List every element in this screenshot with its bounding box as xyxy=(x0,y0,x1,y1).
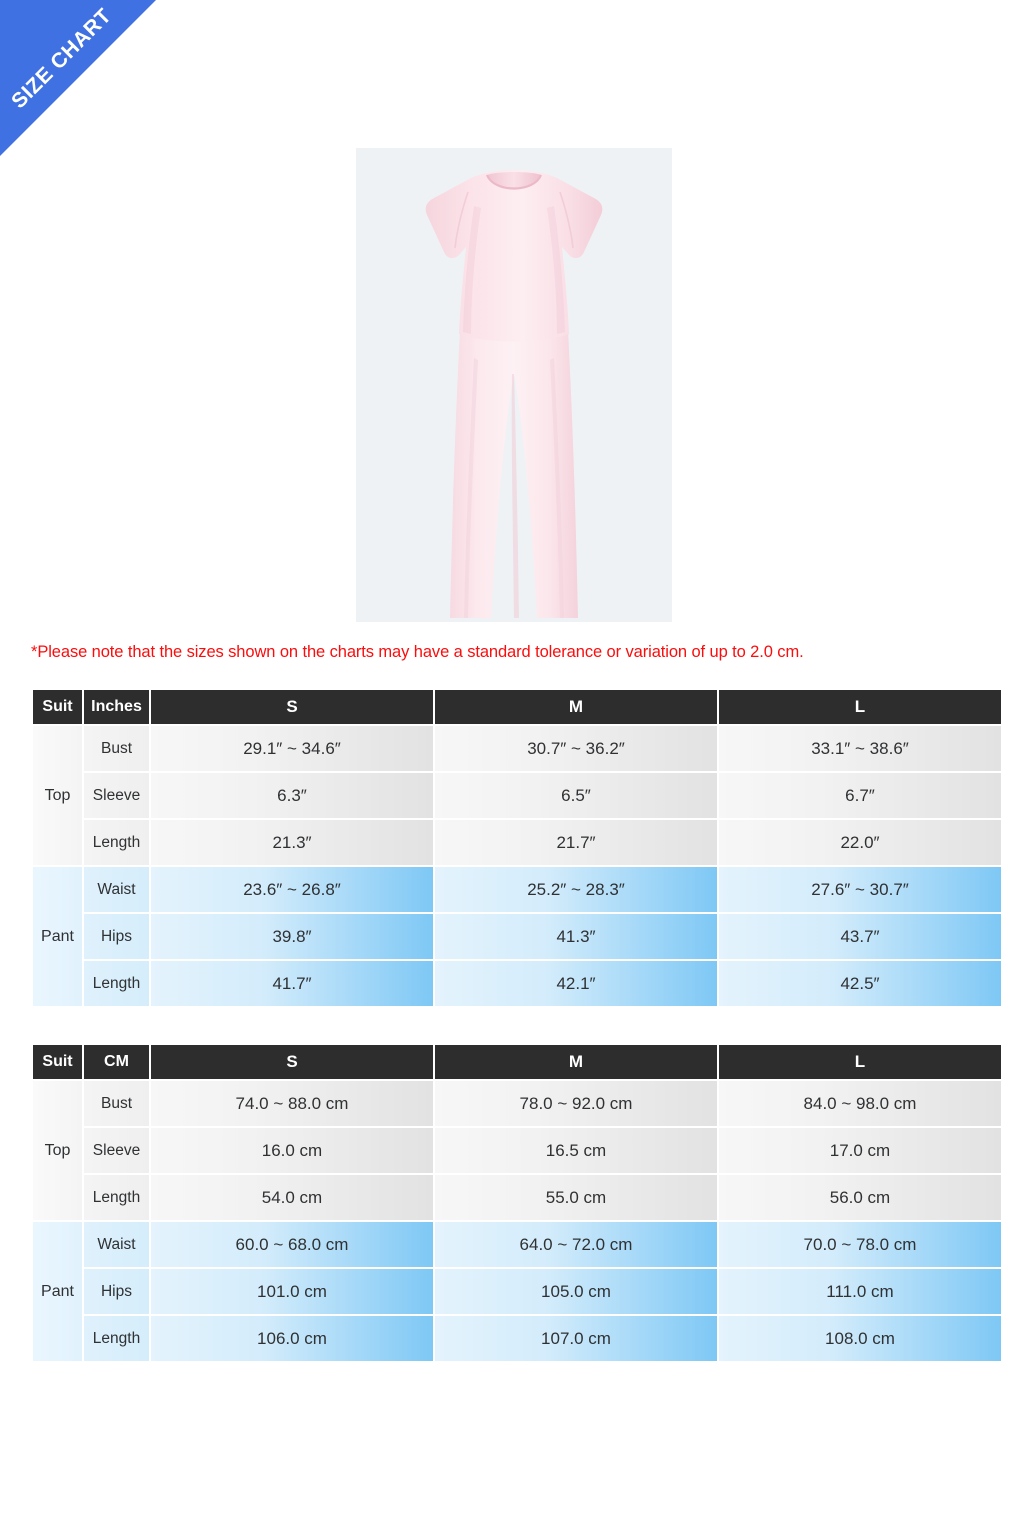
size-chart-ribbon xyxy=(0,0,160,160)
value-s: 74.0 ~ 88.0 cm xyxy=(151,1081,433,1126)
value-l: 56.0 cm xyxy=(719,1175,1001,1220)
value-s: 54.0 cm xyxy=(151,1175,433,1220)
table-row xyxy=(33,1316,1001,1361)
value-s: 23.6″ ~ 26.8″ xyxy=(151,867,433,912)
measure-label: Length xyxy=(84,1175,149,1220)
value-s: 6.3″ xyxy=(151,773,433,818)
value-l: 27.6″ ~ 30.7″ xyxy=(719,867,1001,912)
measure-label: Bust xyxy=(84,1081,149,1126)
table-row xyxy=(33,961,1001,1006)
value-s: 60.0 ~ 68.0 cm xyxy=(151,1222,433,1267)
measure-label: Sleeve xyxy=(84,773,149,818)
value-m: 6.5″ xyxy=(435,773,717,818)
value-l: 70.0 ~ 78.0 cm xyxy=(719,1222,1001,1267)
value-m: 42.1″ xyxy=(435,961,717,1006)
value-s: 101.0 cm xyxy=(151,1269,433,1314)
group-label-pant: Pant xyxy=(33,1222,82,1361)
measure-label: Length xyxy=(84,961,149,1006)
value-m: 41.3″ xyxy=(435,914,717,959)
table-row xyxy=(33,1175,1001,1220)
header-size-m: M xyxy=(435,1045,717,1079)
value-l: 43.7″ xyxy=(719,914,1001,959)
value-m: 55.0 cm xyxy=(435,1175,717,1220)
value-l: 22.0″ xyxy=(719,820,1001,865)
value-m: 78.0 ~ 92.0 cm xyxy=(435,1081,717,1126)
ribbon-label: SIZE CHART xyxy=(7,4,117,114)
group-label-top: Top xyxy=(33,1081,82,1220)
header-unit: Inches xyxy=(84,690,149,724)
table-row xyxy=(33,867,1001,912)
header-unit: CM xyxy=(84,1045,149,1079)
group-label-pant: Pant xyxy=(33,867,82,1006)
header-size-m: M xyxy=(435,690,717,724)
value-l: 111.0 cm xyxy=(719,1269,1001,1314)
measure-label: Length xyxy=(84,1316,149,1361)
table-row xyxy=(33,1081,1001,1126)
size-table-inches xyxy=(31,688,1003,1008)
measure-label: Length xyxy=(84,820,149,865)
value-l: 42.5″ xyxy=(719,961,1001,1006)
table-row xyxy=(33,1128,1001,1173)
value-l: 33.1″ ~ 38.6″ xyxy=(719,726,1001,771)
measure-label: Waist xyxy=(84,867,149,912)
header-suit: Suit xyxy=(33,690,82,724)
value-s: 106.0 cm xyxy=(151,1316,433,1361)
value-s: 16.0 cm xyxy=(151,1128,433,1173)
value-s: 39.8″ xyxy=(151,914,433,959)
value-s: 41.7″ xyxy=(151,961,433,1006)
table-row xyxy=(33,820,1001,865)
measure-label: Bust xyxy=(84,726,149,771)
pajama-set-illustration xyxy=(356,148,672,622)
measure-label: Sleeve xyxy=(84,1128,149,1173)
table-row xyxy=(33,1222,1001,1267)
table-header-row xyxy=(33,690,1001,724)
group-label-top: Top xyxy=(33,726,82,865)
table-row xyxy=(33,726,1001,771)
header-suit: Suit xyxy=(33,1045,82,1079)
value-l: 84.0 ~ 98.0 cm xyxy=(719,1081,1001,1126)
value-l: 17.0 cm xyxy=(719,1128,1001,1173)
value-s: 21.3″ xyxy=(151,820,433,865)
value-m: 105.0 cm xyxy=(435,1269,717,1314)
table-row xyxy=(33,1269,1001,1314)
size-table-cm xyxy=(31,1043,1003,1363)
value-m: 107.0 cm xyxy=(435,1316,717,1361)
table-row xyxy=(33,914,1001,959)
ribbon-triangle xyxy=(0,0,156,156)
product-image xyxy=(356,148,672,622)
measure-label: Hips xyxy=(84,1269,149,1314)
value-s: 29.1″ ~ 34.6″ xyxy=(151,726,433,771)
measure-label: Hips xyxy=(84,914,149,959)
table-header-row xyxy=(33,1045,1001,1079)
header-size-l: L xyxy=(719,1045,1001,1079)
header-size-s: S xyxy=(151,690,433,724)
value-m: 30.7″ ~ 36.2″ xyxy=(435,726,717,771)
value-m: 25.2″ ~ 28.3″ xyxy=(435,867,717,912)
value-m: 21.7″ xyxy=(435,820,717,865)
value-m: 64.0 ~ 72.0 cm xyxy=(435,1222,717,1267)
table-row xyxy=(33,773,1001,818)
header-size-s: S xyxy=(151,1045,433,1079)
tolerance-note: *Please note that the sizes shown on the charts may have a standard tolerance or variation of up to 2.0 cm. xyxy=(31,643,804,661)
measure-label: Waist xyxy=(84,1222,149,1267)
value-m: 16.5 cm xyxy=(435,1128,717,1173)
value-l: 6.7″ xyxy=(719,773,1001,818)
header-size-l: L xyxy=(719,690,1001,724)
value-l: 108.0 cm xyxy=(719,1316,1001,1361)
